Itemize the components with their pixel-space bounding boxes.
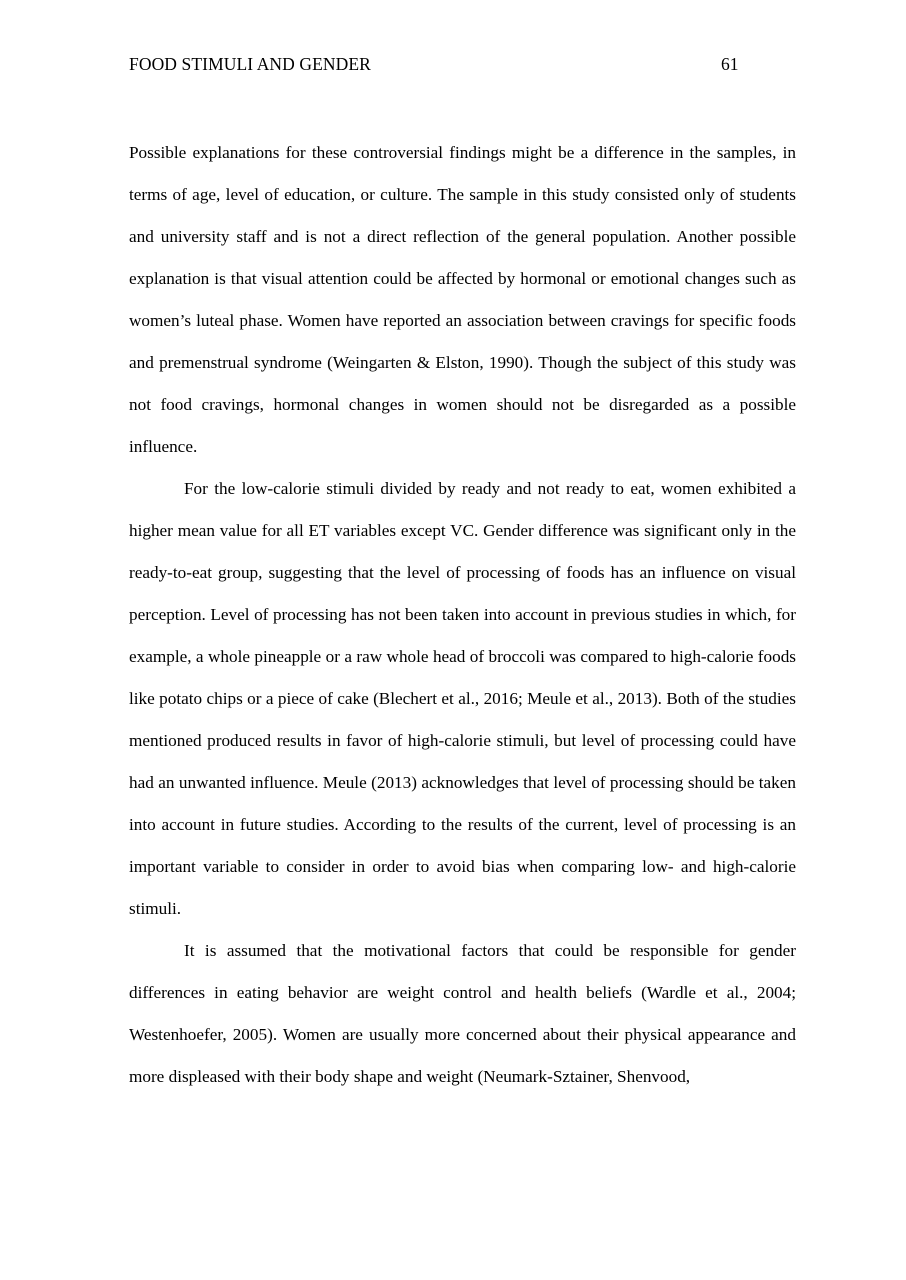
body-text	[129, 132, 796, 1098]
page-number: 61	[721, 54, 739, 74]
paragraph-3: It is assumed that the motivational factors that could be responsible for gender differences in eating behavior are weight control and health beliefs (Wardle et al., 2004; Westenhoefer, 2005). Women are usually more concerned about their physical appearance and more displeased with their body shape and weight (Neumark-Sztainer, Shenvood,	[129, 941, 796, 1086]
paragraph-1: Possible explanations for these controversial findings might be a difference in the samples, in terms of age, level of education, or culture. The sample in this study consisted only of students and university staff and is not a direct reflection of the general population. Another possible explanation is that visual attention could be affected by hormonal or emotional changes such as women’s luteal phase. Women have reported an association between cravings for specific foods and premenstrual syndrome (Weingarten & Elston, 1990). Though the subject of this study was not food cravings, hormonal changes in women should not be disregarded as a possible influence.	[129, 143, 796, 456]
paragraph-2: For the low-calorie stimuli divided by ready and not ready to eat, women exhibited a higher mean value for all ET variables except VC. Gender difference was significant only in the ready-to-eat group, suggesting that the level of processing of foods has an influence on visual perception. Level of processing has not been taken into account in previous studies in which, for example, a whole pineapple or a raw whole head of broccoli was compared to high-calorie foods like potato chips or a piece of cake (Blechert et al., 2016; Meule et al., 2013). Both of the studies mentioned produced results in favor of high-calorie stimuli, but level of processing could have had an unwanted influence. Meule (2013) acknowledges that level of processing should be taken into account in future studies. According to the results of the current, level of processing is an important variable to consider in order to avoid bias when comparing low- and high-calorie stimuli.	[129, 479, 796, 918]
running-head: FOOD STIMULI AND GENDER	[129, 54, 371, 74]
